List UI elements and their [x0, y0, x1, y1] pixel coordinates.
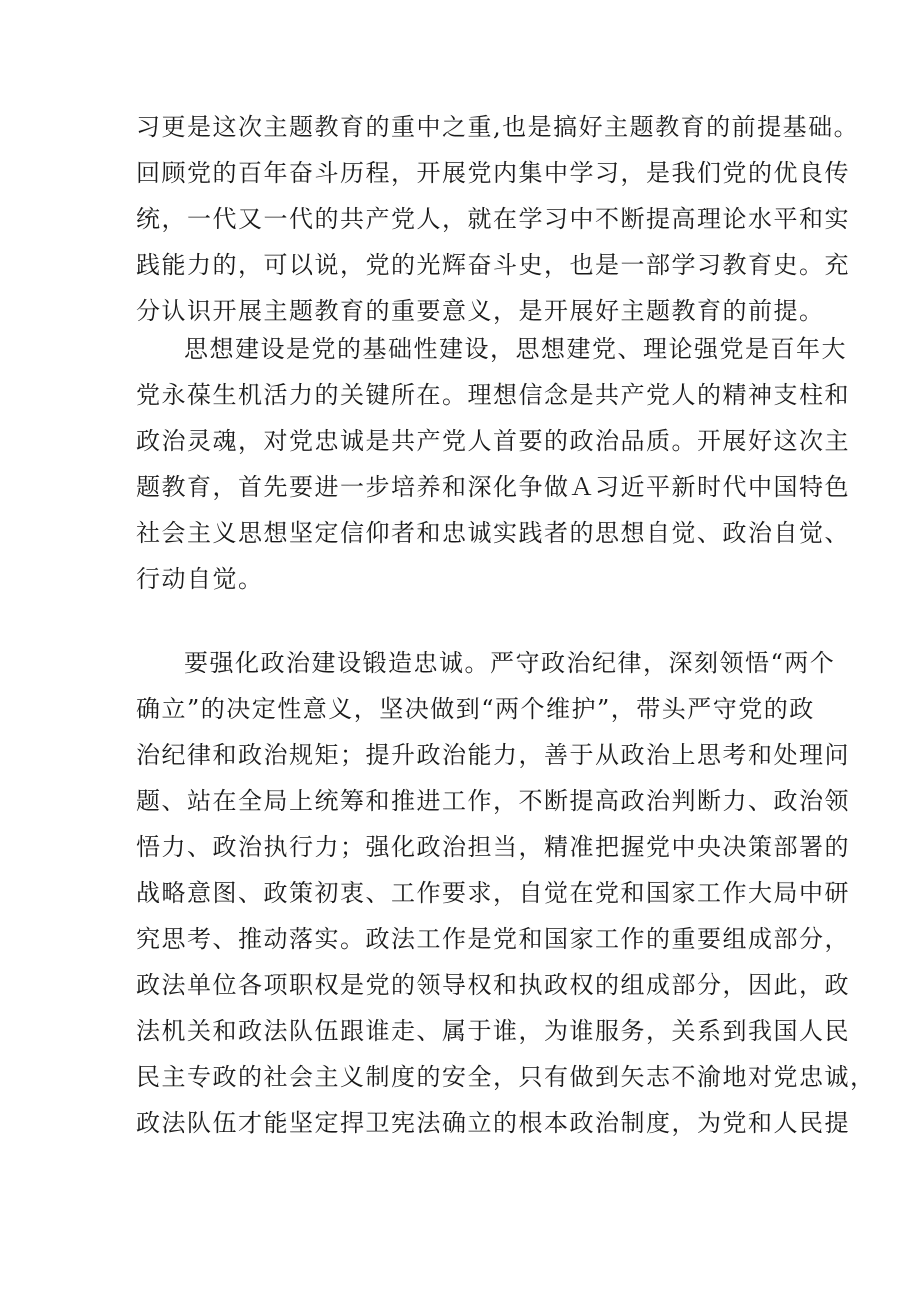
paragraph-1 [136, 104, 860, 334]
text-line: 践能力的，可以说，党的光辉奋斗史，也是一部学习教育史。充 [136, 251, 850, 279]
paragraph-3 [136, 640, 876, 1146]
text-line: 究思考、推动落实。政法工作是党和国家工作的重要组成部分， [136, 925, 850, 953]
text-line: 题、站在全局上统筹和推进工作，不断提高政治判断力、政治领 [136, 787, 850, 815]
text-line: 治纪律和政治规矩；提升政治能力，善于从政治上思考和处理问 [136, 741, 850, 769]
text-line: 政法队伍才能坚定捍卫宪法确立的根本政治制度，为党和人民提 [136, 1109, 850, 1137]
text-line: 行动自觉。 [136, 565, 264, 593]
text-line: 回顾党的百年奋斗历程，开展党内集中学习，是我们党的优良传 [136, 159, 850, 187]
text-line: 政法单位各项职权是党的领导权和执政权的组成部分，因此，政 [136, 971, 850, 999]
text-line: 确立”的决定性意义，坚决做到“两个维护”，带头严守党的政 [136, 695, 815, 723]
text-line: 民主专政的社会主义制度的安全，只有做到矢志不渝地对党忠诚， [136, 1063, 876, 1091]
text-line: 习更是这次主题教育的重中之重,也是搞好主题教育的前提基础。 [136, 113, 860, 141]
text-line: 悟力、政治执行力；强化政治担当，精准把握党中央决策部署的 [136, 833, 850, 861]
text-line: 法机关和政法队伍跟谁走、属于谁，为谁服务，关系到我国人民 [136, 1017, 850, 1045]
text-line: 党永葆生机活力的关键所在。理想信念是共产党人的精神支柱和 [136, 381, 850, 409]
text-line: 题教育，首先要进一步培养和深化争做Ａ习近平新时代中国特色 [136, 473, 850, 501]
text-line: 统，一代又一代的共产党人，就在学习中不断提高理论水平和实 [136, 205, 850, 233]
text-line: 思想建设是党的基础性建设，思想建党、理论强党是百年大 [184, 335, 847, 363]
text-line: 社会主义思想坚定信仰者和忠诚实践者的思想自觉、政治自觉、 [136, 519, 850, 547]
text-line: 分认识开展主题教育的重要意义，是开展好主题教育的前提。 [136, 297, 825, 325]
paragraph-2 [136, 326, 850, 602]
text-line: 要强化政治建设锻造忠诚。严守政治纪律，深刻领悟“两个 [184, 649, 836, 677]
text-line: 政治灵魂，对党忠诚是共产党人首要的政治品质。开展好这次主 [136, 427, 850, 455]
text-line: 战略意图、政策初衷、工作要求，自觉在党和国家工作大局中研 [136, 879, 850, 907]
